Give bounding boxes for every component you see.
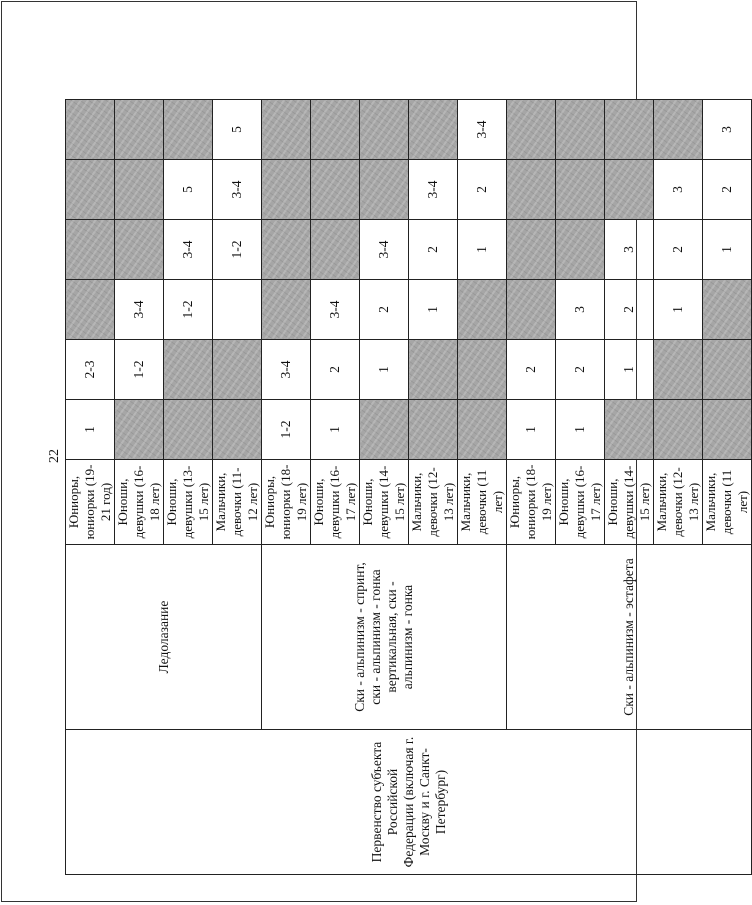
place-cell: [115, 400, 164, 460]
discipline-cell: Ски - альпинизм - эстафета: [507, 545, 752, 730]
place-cell: 3: [556, 280, 605, 340]
place-cell: [360, 400, 409, 460]
place-cell: [262, 280, 311, 340]
age-group-cell: Мальчики, девочки (11 лет): [703, 460, 752, 545]
place-cell: 3-4: [311, 280, 360, 340]
place-cell: [654, 100, 703, 160]
age-group-cell: Юниоры, юниорки (18-19 лет): [262, 460, 311, 545]
place-cell: [360, 100, 409, 160]
place-cell: [556, 220, 605, 280]
age-group-cell: Мальчики, девочки (12-13 лет): [409, 460, 458, 545]
age-group-cell: Мальчики, девочки (11-12 лет): [213, 460, 262, 545]
place-cell: [556, 160, 605, 220]
place-cell: 2: [360, 280, 409, 340]
place-cell: 1: [458, 220, 507, 280]
place-cell: [115, 100, 164, 160]
place-cell: [605, 160, 654, 220]
place-cell: [66, 280, 115, 340]
place-cell: 3: [703, 100, 752, 160]
place-cell: 2: [605, 280, 654, 340]
place-cell: [409, 400, 458, 460]
table-row: [66, 100, 115, 875]
place-cell: [654, 340, 703, 400]
place-cell: [311, 100, 360, 160]
place-cell: [507, 100, 556, 160]
place-cell: 1: [703, 220, 752, 280]
place-cell: [311, 220, 360, 280]
place-cell: [213, 340, 262, 400]
place-cell: 3-4: [409, 160, 458, 220]
page-number: 22: [47, 449, 62, 463]
place-cell: [262, 220, 311, 280]
place-cell: [409, 340, 458, 400]
place-cell: 3-4: [262, 340, 311, 400]
competition-cell: Первенство субъекта Российской Федерации (включая г. Москву и г. Санкт-Петербург): [66, 730, 752, 875]
place-cell: [703, 340, 752, 400]
place-cell: [262, 100, 311, 160]
place-cell: 2: [311, 340, 360, 400]
age-group-cell: Юноши, девушки (16-17 лет): [556, 460, 605, 545]
place-cell: [66, 160, 115, 220]
place-cell: 2: [556, 340, 605, 400]
table-body: [66, 100, 752, 875]
place-cell: 3-4: [360, 220, 409, 280]
place-cell: [115, 160, 164, 220]
age-group-cell: Юноши, девушки (16-18 лет): [115, 460, 164, 545]
place-cell: [66, 100, 115, 160]
place-cell: [262, 160, 311, 220]
place-cell: 3-4: [115, 280, 164, 340]
discipline-cell: Ледолазание: [66, 545, 262, 730]
place-cell: [654, 400, 703, 460]
age-group-cell: Мальчики, девочки (12-13 лет): [654, 460, 703, 545]
place-cell: [213, 400, 262, 460]
place-cell: [556, 100, 605, 160]
place-cell: 2: [507, 340, 556, 400]
place-cell: [507, 220, 556, 280]
place-cell: [409, 100, 458, 160]
age-group-cell: Мальчики, девочки (11 лет): [458, 460, 507, 545]
age-group-cell: Юниоры, юниорки (18-19 лет): [507, 460, 556, 545]
place-cell: [703, 400, 752, 460]
discipline-cell: Ски - альпинизм - спринт, ски - альпинизм - гонка вертикальная, ски - альпинизм - гонка: [262, 545, 507, 730]
place-cell: [164, 340, 213, 400]
place-cell: 1: [360, 340, 409, 400]
place-cell: [605, 400, 654, 460]
place-cell: 1-2: [262, 400, 311, 460]
place-cell: 3: [654, 160, 703, 220]
place-cell: [458, 280, 507, 340]
age-group-cell: Юноши, девушки (14-15 лет): [605, 460, 654, 545]
place-cell: 5: [213, 100, 262, 160]
place-cell: 1: [409, 280, 458, 340]
place-cell: [164, 100, 213, 160]
place-cell: 1: [507, 400, 556, 460]
place-cell: [66, 220, 115, 280]
place-cell: 1-2: [164, 280, 213, 340]
place-cell: 1: [66, 400, 115, 460]
place-cell: 1: [605, 340, 654, 400]
place-cell: 2-3: [66, 340, 115, 400]
place-cell: 3-4: [164, 220, 213, 280]
place-cell: [115, 220, 164, 280]
age-group-cell: Юноши, девушки (14-15 лет): [360, 460, 409, 545]
place-cell: [605, 100, 654, 160]
place-cell: [507, 280, 556, 340]
place-cell: [311, 160, 360, 220]
ranking-table: [65, 99, 752, 875]
place-cell: 1: [556, 400, 605, 460]
place-cell: 2: [703, 160, 752, 220]
place-cell: [458, 340, 507, 400]
age-group-cell: Юноши, девушки (16-17 лет): [311, 460, 360, 545]
place-cell: 5: [164, 160, 213, 220]
place-cell: 3-4: [213, 160, 262, 220]
place-cell: 1: [311, 400, 360, 460]
place-cell: 1: [654, 280, 703, 340]
rotated-table-container: [65, 100, 750, 875]
place-cell: [213, 280, 262, 340]
place-cell: [703, 280, 752, 340]
place-cell: 3: [605, 220, 654, 280]
place-cell: 3-4: [458, 100, 507, 160]
place-cell: [360, 160, 409, 220]
place-cell: [507, 160, 556, 220]
place-cell: [164, 400, 213, 460]
place-cell: 2: [654, 220, 703, 280]
place-cell: 1-2: [115, 340, 164, 400]
place-cell: [458, 400, 507, 460]
place-cell: 2: [409, 220, 458, 280]
age-group-cell: Юноши, девушки (13-15 лет): [164, 460, 213, 545]
place-cell: 2: [458, 160, 507, 220]
age-group-cell: Юниоры, юниорки (19-21 год): [66, 460, 115, 545]
place-cell: 1-2: [213, 220, 262, 280]
